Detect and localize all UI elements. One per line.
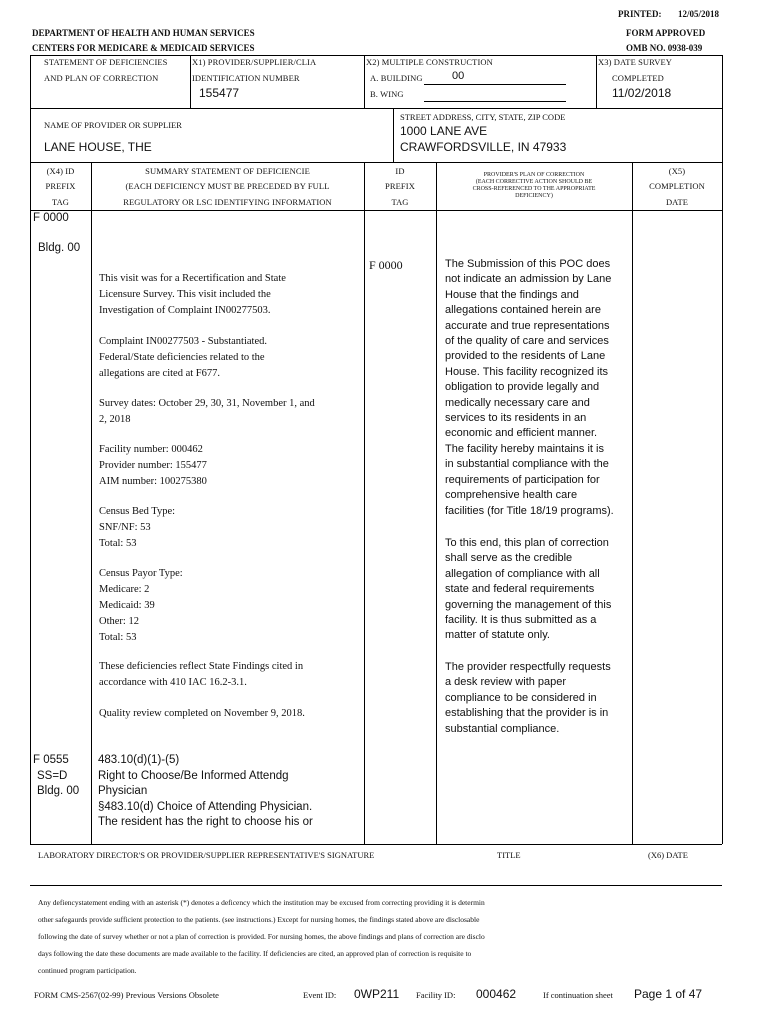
city-state-zip: CRAWFORDSVILLE, IN 47933 xyxy=(400,140,567,154)
col3-header-1: ID xyxy=(395,166,405,176)
col1-header-3: TAG xyxy=(51,197,70,207)
poc-paragraph: The provider respectfully requests a desk review with paper compliance to be considered in establishing that the provider is in substantial compliance. xyxy=(445,661,611,735)
department-title: DEPARTMENT OF HEALTH AND HUMAN SERVICES xyxy=(32,28,255,38)
provider-clia-label: X1) PROVIDER/SUPPLIER/CLIA xyxy=(192,57,317,67)
printed-date: 12/05/2018 xyxy=(678,9,720,19)
wing-label: B. WING xyxy=(370,89,404,99)
col5-header-3: DATE xyxy=(665,197,689,207)
poc-paragraph: To this end, this plan of correction shall serve as the credible allegation of compliance with all state and federal requirements governing the management of this facility. It is thus submitted as a matter of statute only. xyxy=(445,537,612,642)
statement-label-2: AND PLAN OF CORRECTION xyxy=(44,73,159,83)
form-number: FORM CMS-2567(02-99) Previous Versions Obsolete xyxy=(34,990,219,1000)
event-id-label: Event ID: xyxy=(303,990,337,1000)
regulation-text: 483.10(d)(1)-(5) Right to Choose/Be Informed Attendg Physician §483.10(d) Choice of Attending Physician. The resident has the right to choose his or xyxy=(98,754,313,828)
summary-paragraph: Quality review completed on November 9, 2018. xyxy=(99,708,305,719)
poc-tag-f0000: F 0000 xyxy=(369,258,403,272)
building-label: A. BUILDING xyxy=(370,73,423,83)
col2-header-1: SUMMARY STATEMENT OF DEFICIENCIE xyxy=(145,166,310,176)
provider-id-value: 155477 xyxy=(199,86,240,100)
disclaimer-text: Any defiencystatement ending with an asterisk (*) denotes a deficency which the institution may be excused from correcting providing it is determin other safegaurds provide sufficient protection to the patients. (see instructions.) Except for nursing homes, the findings stated above are disclosable following the date of survey whether or not a plan of correction is provided. For nursing homes, the above findings and plans of correction are disclo days following the date these documents are made available to the facility. If deficiencies are cited, an approved plan of correction is requisite to continued program participation. xyxy=(38,898,485,975)
summary-paragraph: Facility number: 000462 Provider number: 155477 AIM number: 100275380 xyxy=(99,444,207,487)
summary-paragraph: These deficiencies reflect State Findings cited in accordance with 410 IAC 16.2-3.1. xyxy=(99,661,304,688)
date-label: (X6) DATE xyxy=(648,850,688,860)
col2-header-2: (EACH DEFICIENCY MUST BE PRECEDED BY FULL xyxy=(125,181,330,191)
col1-header-2: PREFIX xyxy=(45,181,76,191)
form-approved: FORM APPROVED xyxy=(626,28,706,38)
page-number: Page 1 of 47 xyxy=(634,987,703,1001)
date-survey-label: X3) DATE SURVEY xyxy=(598,57,673,67)
col2-header-3: REGULATORY OR LSC IDENTIFYING INFORMATION xyxy=(123,197,332,207)
address-label: STREET ADDRESS, CITY, STATE, ZIP CODE xyxy=(400,112,566,122)
summary-paragraph: Complaint IN00277503 - Substantiated. Federal/State deficiencies related to the allegations are cited at F677. xyxy=(99,336,267,379)
centers-title: CENTERS FOR MEDICARE & MEDICAID SERVICES xyxy=(32,43,255,53)
facility-id-value: 000462 xyxy=(476,987,517,1001)
street-address: 1000 LANE AVE xyxy=(400,124,488,138)
summary-paragraph: Census Bed Type: SNF/NF: 53 Total: 53 xyxy=(99,506,176,549)
event-id-value: 0WP211 xyxy=(354,987,400,1001)
provider-name-label: NAME OF PROVIDER OR SUPPLIER xyxy=(44,120,182,130)
prefix-tag-f0000: F 0000 xyxy=(33,212,69,224)
col4-header-4: DEFICIENCY) xyxy=(515,193,553,199)
date-survey-value: 11/02/2018 xyxy=(612,86,672,100)
col4-header-3: CROSS-REFERENCED TO THE APPROPRIATE xyxy=(472,186,596,192)
col5-header-1: (X5) xyxy=(668,166,686,176)
summary-paragraph: Census Payor Type: Medicare: 2 Medicaid: 39 Other: 12 Total: 53 xyxy=(99,568,183,643)
summary-paragraph: This visit was for a Recertification and State Licensure Survey. This visit included the Investigation of Complaint IN00277503. xyxy=(99,273,286,316)
provider-name: LANE HOUSE, THE xyxy=(44,140,152,154)
continuation-label: If continuation sheet xyxy=(543,990,613,1000)
col4-header-1: PROVIDER'S PLAN OF CORRECTION xyxy=(483,172,585,178)
col3-header-2: PREFIX xyxy=(385,181,415,191)
summary-paragraph: Survey dates: October 29, 30, 31, November 1, and 2, 2018 xyxy=(99,398,315,425)
poc-paragraph: The Submission of this POC does not indicate an admission by Lane House that the findings and allegations contained herein are accurate and true representations of the quality of care and services provided to the residents of Lane House. This facility recognized its obligation to provide legally and medically necessary care and services to its residents in an economic and efficient manner. The facility hereby maintains it is in substantial compliance with the requirements of participation for comprehensive health care facilities (for Title 18/19 programs). xyxy=(445,258,614,517)
multiple-construction-label: X2) MULTIPLE CONSTRUCTION xyxy=(366,57,493,67)
printed-label: PRINTED: xyxy=(618,9,662,19)
signature-label: LABORATORY DIRECTOR'S OR PROVIDER/SUPPLIER REPRESENTATIVE'S SIGNATURE xyxy=(38,850,375,860)
building-tag-1: Bldg. 00 xyxy=(38,242,81,254)
col1-header-1: (X4) ID xyxy=(46,166,75,176)
col3-header-3: TAG xyxy=(391,197,409,207)
prefix-tag-f0555: F 0555 SS=D Bldg. 00 xyxy=(33,754,80,797)
statement-label-1: STATEMENT OF DEFICIENCIES xyxy=(44,57,168,67)
building-value: 00 xyxy=(452,70,465,82)
omb-number: OMB NO. 0938-039 xyxy=(626,43,703,53)
title-label: TITLE xyxy=(497,850,521,860)
identification-label: IDENTIFICATION NUMBER xyxy=(192,73,300,83)
col4-header-2: (EACH CORRECTIVE ACTION SHOULD BE xyxy=(475,179,593,185)
facility-id-label: Facility ID: xyxy=(416,990,456,1000)
completed-label: COMPLETED xyxy=(612,73,664,83)
col5-header-2: COMPLETION xyxy=(649,181,705,191)
